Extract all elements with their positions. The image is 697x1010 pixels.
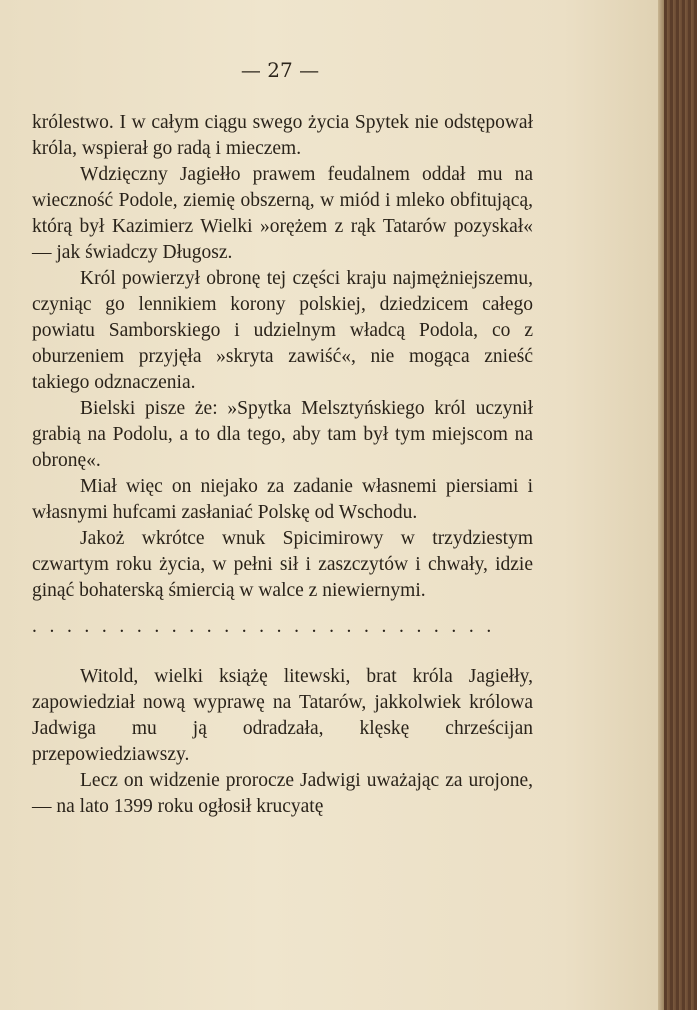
paragraph: królestwo. I w całym ciągu swego życia Spytek nie odstępował króla, wspierał go radą i mieczem.: [32, 112, 533, 159]
paragraph: Wdzięczny Jagiełło prawem feudalnem oddał mu na wieczność Podole, ziemię obszerną, w miód i mleko obfitującą, którą był Kazimierz Wielki »orężem z rąk Tatarów pozyskał« — jak świadczy Długosz.: [32, 164, 533, 263]
paragraph: Bielski pisze że: »Spytka Melsztyńskiego król uczynił grabią na Podolu, a to dla tego, aby tam był tym miejscom na obronę«.: [32, 398, 533, 471]
section-separator: ...........................: [32, 616, 504, 637]
page-number: — 27 —: [240, 58, 320, 82]
paragraph: Król powierzył obronę tej części kraju najmężniejszemu, czyniąc go lennikiem korony polskiej, dziedzicem całego powiatu Samborskiego i udzielnym władcą Podola, co z oburzeniem przyjęła »skryta zawiść«, nie mogąca znieść takiego odznaczenia.: [32, 268, 533, 393]
body-text: [32, 110, 533, 820]
paragraph: Jakoż wkrótce wnuk Spicimirowy w trzydziestym czwartym roku życia, w pełni sił i zaszczytów i chwały, idzie ginąć bohaterską śmiercią w walce z niewiernymi.: [32, 528, 533, 601]
book-edge: [664, 0, 697, 1010]
paragraph: Miał więc on niejako za zadanie własnemi piersiami i własnymi hufcami zasłaniać Polskę od Wschodu.: [32, 476, 533, 523]
paragraph: Lecz on widzenie prorocze Jadwigi uważając za urojone, — na lato 1399 roku ogłosił krucyatę: [32, 770, 533, 817]
paragraph: Witold, wielki książę litewski, brat króla Jagiełły, zapowiedział nową wyprawę na Tatarów, jakkolwiek królowa Jadwiga mu ją odradzała, klęskę chrześcijan przepowiedziawszy.: [32, 666, 533, 765]
